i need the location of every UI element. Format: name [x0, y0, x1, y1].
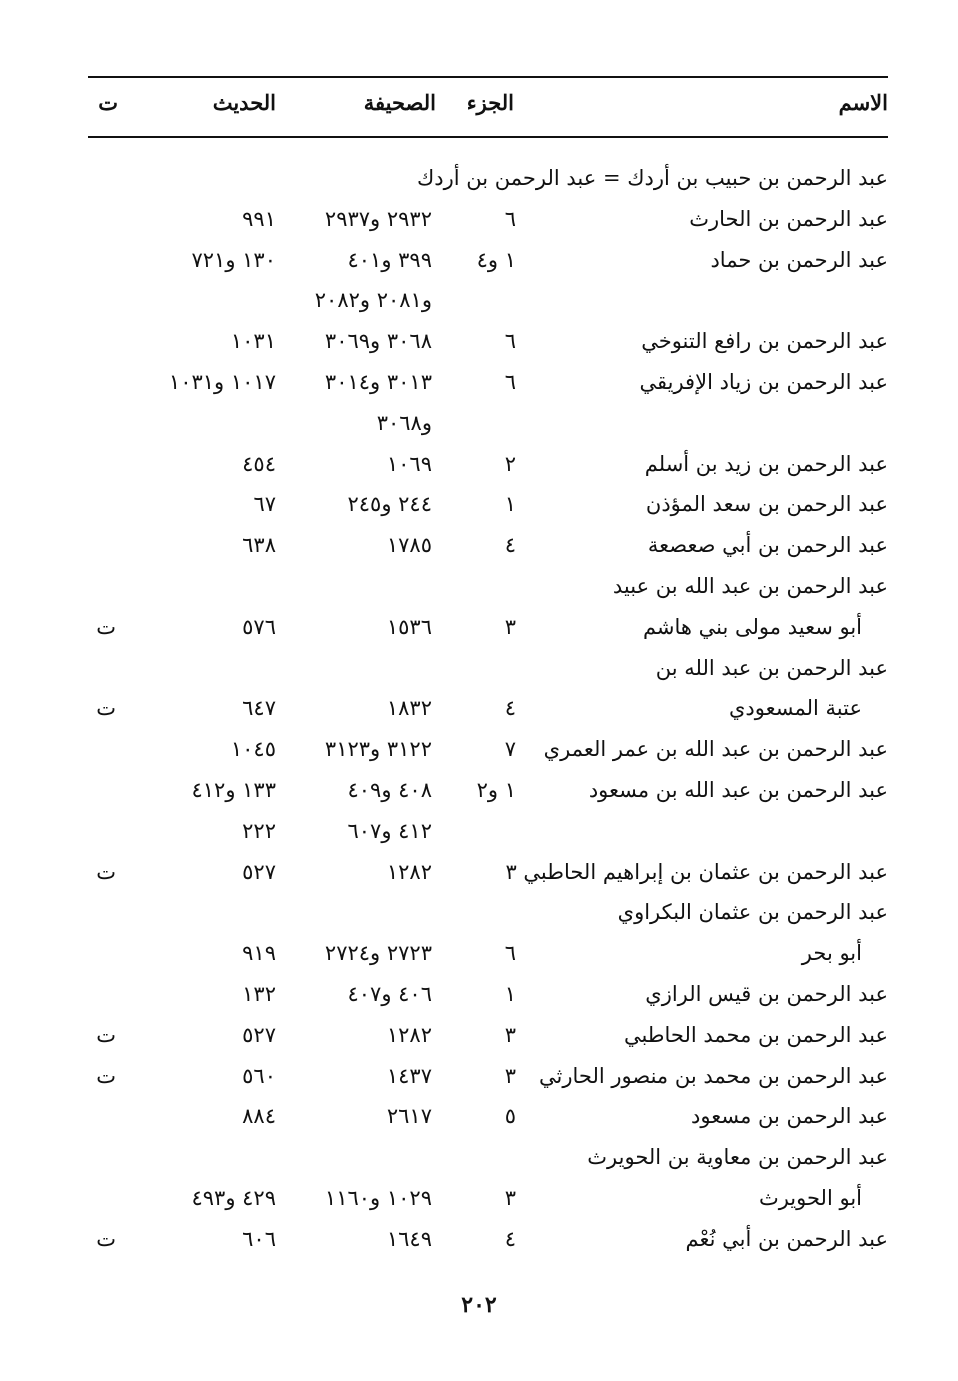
row-hadith: ٩٩١ [242, 206, 276, 231]
row-name: عبد الرحمن بن محمد بن منصور الحارثي [539, 1063, 888, 1088]
row-part: ٦ [504, 941, 516, 966]
table-row [88, 364, 888, 405]
header-part: الجزء [466, 90, 514, 115]
table-row [88, 201, 888, 242]
table-row [88, 242, 888, 283]
table-row [88, 772, 888, 813]
table-row [88, 976, 888, 1017]
row-hadith: ٩١٩ [242, 941, 276, 966]
table-row [88, 1017, 888, 1058]
row-page: ٤١٢ و٦٠٧ [347, 818, 432, 843]
row-name: عبد الرحمن بن حماد [710, 247, 888, 272]
row-part: ٥ [504, 1104, 516, 1129]
table-row [88, 323, 888, 364]
row-page: ٢٤٤ و٢٤٥ [347, 492, 432, 517]
row-page: و٢٠٨١ و٢٠٨٢ [314, 288, 432, 313]
row-name: أبو الحويرث [758, 1185, 862, 1210]
index-table [88, 160, 888, 1262]
row-page: ٤٠٦ و٤٠٧ [347, 981, 432, 1006]
header-hadith: الحديث [212, 90, 276, 115]
table-row [88, 650, 888, 691]
row-page: ١٢٨٢ [386, 1022, 432, 1047]
row-hadith: ٦٠٦ [242, 1226, 276, 1251]
table-row [88, 854, 888, 895]
row-hadith: ٥٢٧ [242, 1022, 276, 1047]
row-hadith: ١٠٣١ [230, 329, 276, 354]
row-name: عبد الرحمن بن محمد الحاطبي [623, 1022, 888, 1047]
row-page: ٢٧٢٣ و٢٧٢٤ [324, 941, 432, 966]
row-hadith: ٦٧ [253, 492, 276, 517]
header-bottom-rule [88, 136, 888, 138]
row-page: ٣٩٩ و٤٠١ [347, 247, 432, 272]
row-page: ٢٩٣٢ و٢٩٣٧ [324, 206, 432, 231]
row-name: عبد الرحمن بن حبيب بن أردك = عبد الرحمن بن أردك [416, 166, 888, 190]
row-part: ٣ [504, 614, 516, 639]
row-part: ٤ [504, 533, 516, 558]
row-name: عبد الرحمن بن عثمان البكراوي [617, 900, 888, 925]
header-mark: ت [98, 90, 118, 115]
table-row [88, 609, 888, 650]
row-hadith: ٥٧٦ [242, 614, 276, 639]
row-name: عبد الرحمن بن مسعود [691, 1104, 888, 1129]
row-part: ٤ [504, 1226, 516, 1251]
row-hadith: ٨٨٤ [242, 1104, 276, 1129]
row-name: عبد الرحمن بن رافع التنوخي [641, 329, 888, 354]
row-hadith: ٦٤٧ [242, 696, 276, 721]
row-page: ١٥٣٦ [386, 614, 432, 639]
header-top-rule [88, 76, 888, 78]
row-hadith: ١٠١٧ و١٠٣١ [168, 369, 276, 394]
table-row [88, 160, 888, 201]
row-part: ١ و٢ [476, 777, 516, 802]
row-name: عبد الرحمن بن عثمان بن إبراهيم الحاطبي ٣ [505, 859, 888, 884]
row-name: عبد الرحمن بن قيس الرازي [645, 981, 888, 1006]
row-hadith: ١٣٠ و٧٢١ [191, 247, 276, 272]
row-page: ٤٠٨ و٤٠٩ [347, 777, 432, 802]
table-row [88, 1058, 888, 1099]
table-row [88, 282, 888, 323]
row-hadith: ٢٢٢ [242, 818, 276, 843]
row-name: أبو بحر [801, 941, 862, 966]
row-mark: ت [96, 614, 116, 639]
row-hadith: ١٣٣ و٤١٢ [191, 777, 276, 802]
row-part: ٧ [504, 737, 516, 762]
table-row [88, 486, 888, 527]
row-page: ١٠٢٩ و١١٦٠ [324, 1185, 432, 1210]
row-page: ١٢٨٢ [386, 859, 432, 884]
row-mark: ت [96, 1063, 116, 1088]
row-part: ١ [504, 981, 516, 1006]
row-part: ٣ [504, 1185, 516, 1210]
row-part: ٦ [504, 369, 516, 394]
row-hadith: ٥٦٠ [242, 1063, 276, 1088]
row-name: عبد الرحمن بن سعد المؤذن [645, 492, 888, 517]
row-name: عبد الرحمن بن أبي صعصعة [647, 533, 888, 558]
row-mark: ت [96, 696, 116, 721]
row-part: ٤ [504, 696, 516, 721]
row-part: ٢ [504, 451, 516, 476]
table-row [88, 527, 888, 568]
row-mark: ت [96, 1226, 116, 1251]
row-page: ١٤٣٧ [386, 1063, 432, 1088]
row-page: ٣١٢٢ و٣١٢٣ [324, 737, 432, 762]
row-hadith: ٦٣٨ [242, 533, 276, 558]
row-page: و٣٠٦٨ [376, 410, 432, 435]
table-row [88, 1180, 888, 1221]
row-name: عبد الرحمن بن الحارث [689, 206, 888, 231]
header-page: الصحيفة [363, 90, 436, 115]
row-page: ١٧٨٥ [386, 533, 432, 558]
row-hadith: ٥٢٧ [242, 859, 276, 884]
table-row [88, 813, 888, 854]
table-row [88, 1139, 888, 1180]
row-part: ١ و٤ [476, 247, 516, 272]
row-hadith: ٤٢٩ و٤٩٣ [191, 1185, 276, 1210]
row-name: عبد الرحمن بن عبد الله بن عبيد [612, 573, 888, 598]
row-hadith: ١٠٤٥ [230, 737, 276, 762]
row-part: ٣ [504, 1063, 516, 1088]
row-page: ١٨٣٢ [386, 696, 432, 721]
row-name: عبد الرحمن بن معاوية بن الحويرث [587, 1145, 888, 1170]
row-name: عبد الرحمن بن زياد الإفريقي [639, 369, 888, 394]
table-row [88, 446, 888, 487]
table-row [88, 1221, 888, 1262]
table-row [88, 690, 888, 731]
row-page: ١٦٤٩ [386, 1226, 432, 1251]
table-row [88, 568, 888, 609]
page-number: ٢٠٢ [461, 1292, 497, 1318]
row-part: ١ [504, 492, 516, 517]
row-page: ٣٠٦٨ و٣٠٦٩ [324, 329, 432, 354]
row-mark: ت [96, 1022, 116, 1047]
row-page: ١٠٦٩ [386, 451, 432, 476]
row-hadith: ١٣٢ [242, 981, 276, 1006]
row-page: ٣٠١٣ و٣٠١٤ [324, 369, 432, 394]
row-hadith: ٤٥٤ [242, 451, 276, 476]
row-name: عبد الرحمن بن عبد الله بن [655, 655, 888, 680]
row-name: عتبة المسعودي [728, 696, 862, 721]
table-row [88, 731, 888, 772]
row-part: ٦ [504, 329, 516, 354]
row-name: عبد الرحمن بن أبي نُعْم [685, 1226, 888, 1251]
row-part: ٦ [504, 206, 516, 231]
header-name: الاسم [838, 90, 888, 115]
row-name: عبد الرحمن بن عبد الله بن مسعود [588, 777, 888, 802]
row-name: عبد الرحمن بن زيد بن أسلم [644, 451, 888, 476]
row-name: أبو سعيد مولى بني هاشم [642, 614, 862, 639]
row-part: ٣ [504, 1022, 516, 1047]
table-row [88, 935, 888, 976]
table-row [88, 894, 888, 935]
row-page: ٢٦١٧ [386, 1104, 432, 1129]
row-name: عبد الرحمن بن عبد الله بن عمر العمري [543, 737, 888, 762]
table-row [88, 405, 888, 446]
row-mark: ت [96, 859, 116, 884]
table-row [88, 1098, 888, 1139]
